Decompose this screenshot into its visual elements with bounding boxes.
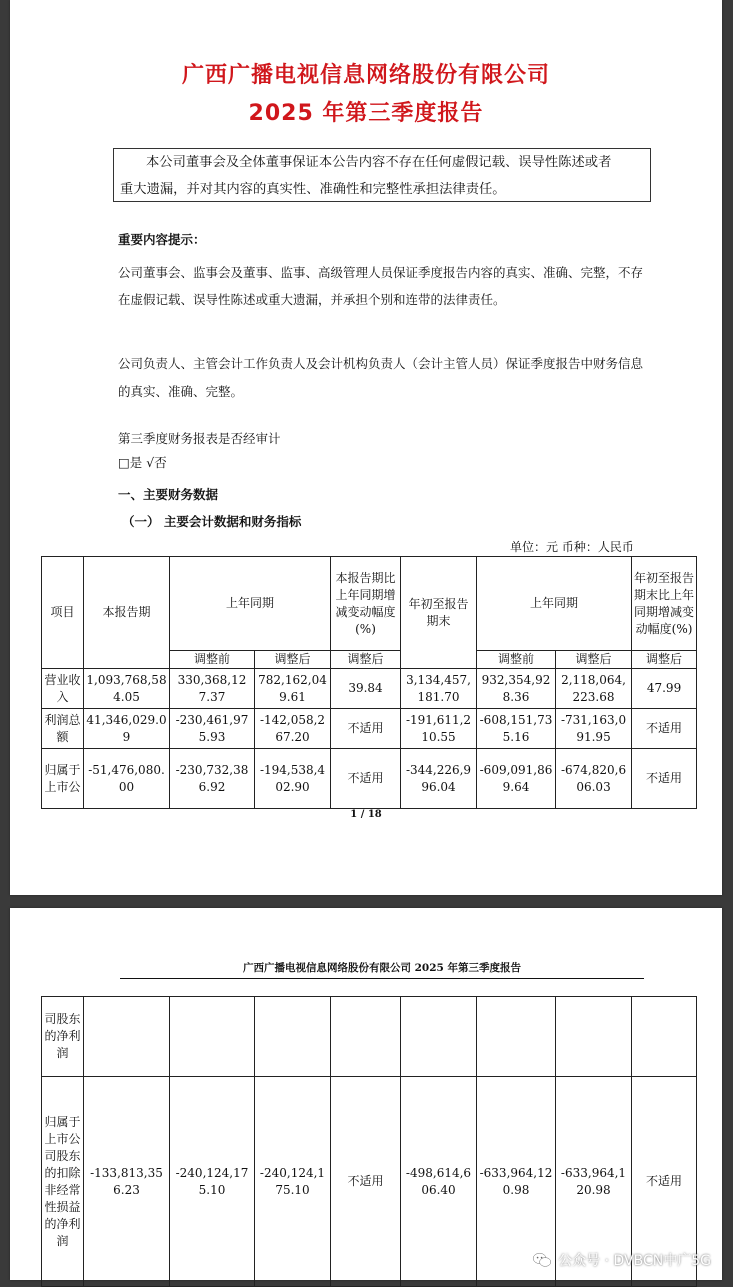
cell-change: 不适用 [331,749,401,809]
cell-change: 不适用 [331,709,401,749]
watermark-text: 公众号 · DVBCN中广5G [558,1253,711,1269]
cell-ytd-change: 47.99 [632,669,697,709]
header-prior-period: 上年同期 [170,557,331,651]
table-row [42,669,697,709]
cell-ytd-change: 不适用 [632,1077,697,1287]
unit-currency: 单位：元 币种：人民币 [510,540,634,554]
report-title-company: 广西广播电视信息网络股份有限公司 [181,63,550,88]
financial-table-continued [41,996,697,1287]
cell-prior-after: -240,124,175.10 [255,1077,331,1287]
table-row [42,997,697,1077]
important-heading: 重要内容提示： [118,232,206,247]
header-before-adj-2: 调整前 [477,651,556,669]
cell-prior-before: -230,732,386.92 [170,749,255,809]
cell-current: 41,346,029.09 [84,709,170,749]
cell-change: 不适用 [331,1077,401,1287]
report-title-period: 2025 年第三季度报告 [248,101,484,126]
cell-prior-after: -194,538,402.90 [255,749,331,809]
running-header: 广西广播电视信息网络股份有限公司 2025 年第三季度报告 [120,960,644,979]
section-main-data: 一、主要财务数据 [118,487,219,502]
para2-line1: 公司负责人、主管会计工作负责人及会计机构负责人（会计主管人员）保证季度报告中财务信息 [118,356,644,371]
header-after-adj-2: 调整后 [331,651,401,669]
cell-ytd: -191,611,210.55 [401,709,477,749]
page-number: 1 / 18 [350,809,382,820]
notice-line-2: 重大遗漏，并对其内容的真实性、准确性和完整性承担法律责任。 [120,182,506,197]
cell-prior-before: 330,368,127.37 [170,669,255,709]
board-notice-box [113,148,651,202]
wechat-watermark [532,1250,711,1270]
cell-ytd: -498,614,606.40 [401,1077,477,1287]
top-rule [10,6,722,7]
cell-prior-ytd-after: 2,118,064,223.68 [556,669,632,709]
cell-current: 1,093,768,584.05 [84,669,170,709]
wechat-icon [532,1252,552,1268]
cell-ytd: -344,226,996.04 [401,749,477,809]
cell-current: -51,476,080.00 [84,749,170,809]
audit-answer: □是 √否 [118,455,167,470]
header-ytd: 年初至报告期末 [401,557,477,669]
report-page-1 [10,0,722,895]
header-current-period: 本报告期 [84,557,170,669]
financial-table [41,556,697,809]
row-item: 归属于上市公司股东的扣除非经常性损益的净利润 [42,1077,84,1287]
para1-line2: 在虚假记载、误导性陈述或重大遗漏，并承担个别和连带的法律责任。 [118,292,506,307]
notice-line-1: 本公司董事会及全体董事保证本公告内容不存在任何虚假记载、误导性陈述或者 [146,155,612,170]
header-after-adj-3: 调整后 [556,651,632,669]
header-after-adj-4: 调整后 [632,651,697,669]
header-item: 项目 [42,557,84,669]
cell-ytd-change: 不适用 [632,749,697,809]
header-before-adj: 调整前 [170,651,255,669]
table-row [42,709,697,749]
para1-line1: 公司董事会、监事会及董事、监事、高级管理人员保证季度报告内容的真实、准确、完整，不存 [118,265,644,280]
cell-prior-after: 782,162,049.61 [255,669,331,709]
audit-question: 第三季度财务报表是否经审计 [118,431,281,446]
para2-line2: 的真实、准确、完整。 [118,384,244,399]
cell-prior-before: -240,124,175.10 [170,1077,255,1287]
cell-prior-before: -230,461,975.93 [170,709,255,749]
cell-change: 39.84 [331,669,401,709]
report-page-2 [10,908,722,1280]
table-row [42,749,697,809]
cell-ytd: 3,134,457,181.70 [401,669,477,709]
cell-ytd-change: 不适用 [632,709,697,749]
header-change-pct: 本报告期比上年同期增减变动幅度(%) [331,557,401,651]
cell-prior-after: -142,058,267.20 [255,709,331,749]
row-item: 利润总额 [42,709,84,749]
cell-prior-ytd-after: -633,964,120.98 [556,1077,632,1287]
cell-prior-ytd-after: -731,163,091.95 [556,709,632,749]
header-prior-ytd: 上年同期 [477,557,632,651]
cell-prior-ytd-before: -609,091,869.64 [477,749,556,809]
section-accounting-data: （一） 主要会计数据和财务指标 [122,514,302,529]
cell-prior-ytd-after: -674,820,606.03 [556,749,632,809]
header-after-adj: 调整后 [255,651,331,669]
row-item: 归属于上市公 [42,749,84,809]
row-item: 司股东的净利润 [42,997,84,1077]
row-item: 营业收入 [42,669,84,709]
cell-prior-ytd-before: -633,964,120.98 [477,1077,556,1287]
cell-current: -133,813,356.23 [84,1077,170,1287]
cell-prior-ytd-before: -608,151,735.16 [477,709,556,749]
header-ytd-change-pct: 年初至报告期末比上年同期增减变动幅度(%) [632,557,697,651]
cell-prior-ytd-before: 932,354,928.36 [477,669,556,709]
